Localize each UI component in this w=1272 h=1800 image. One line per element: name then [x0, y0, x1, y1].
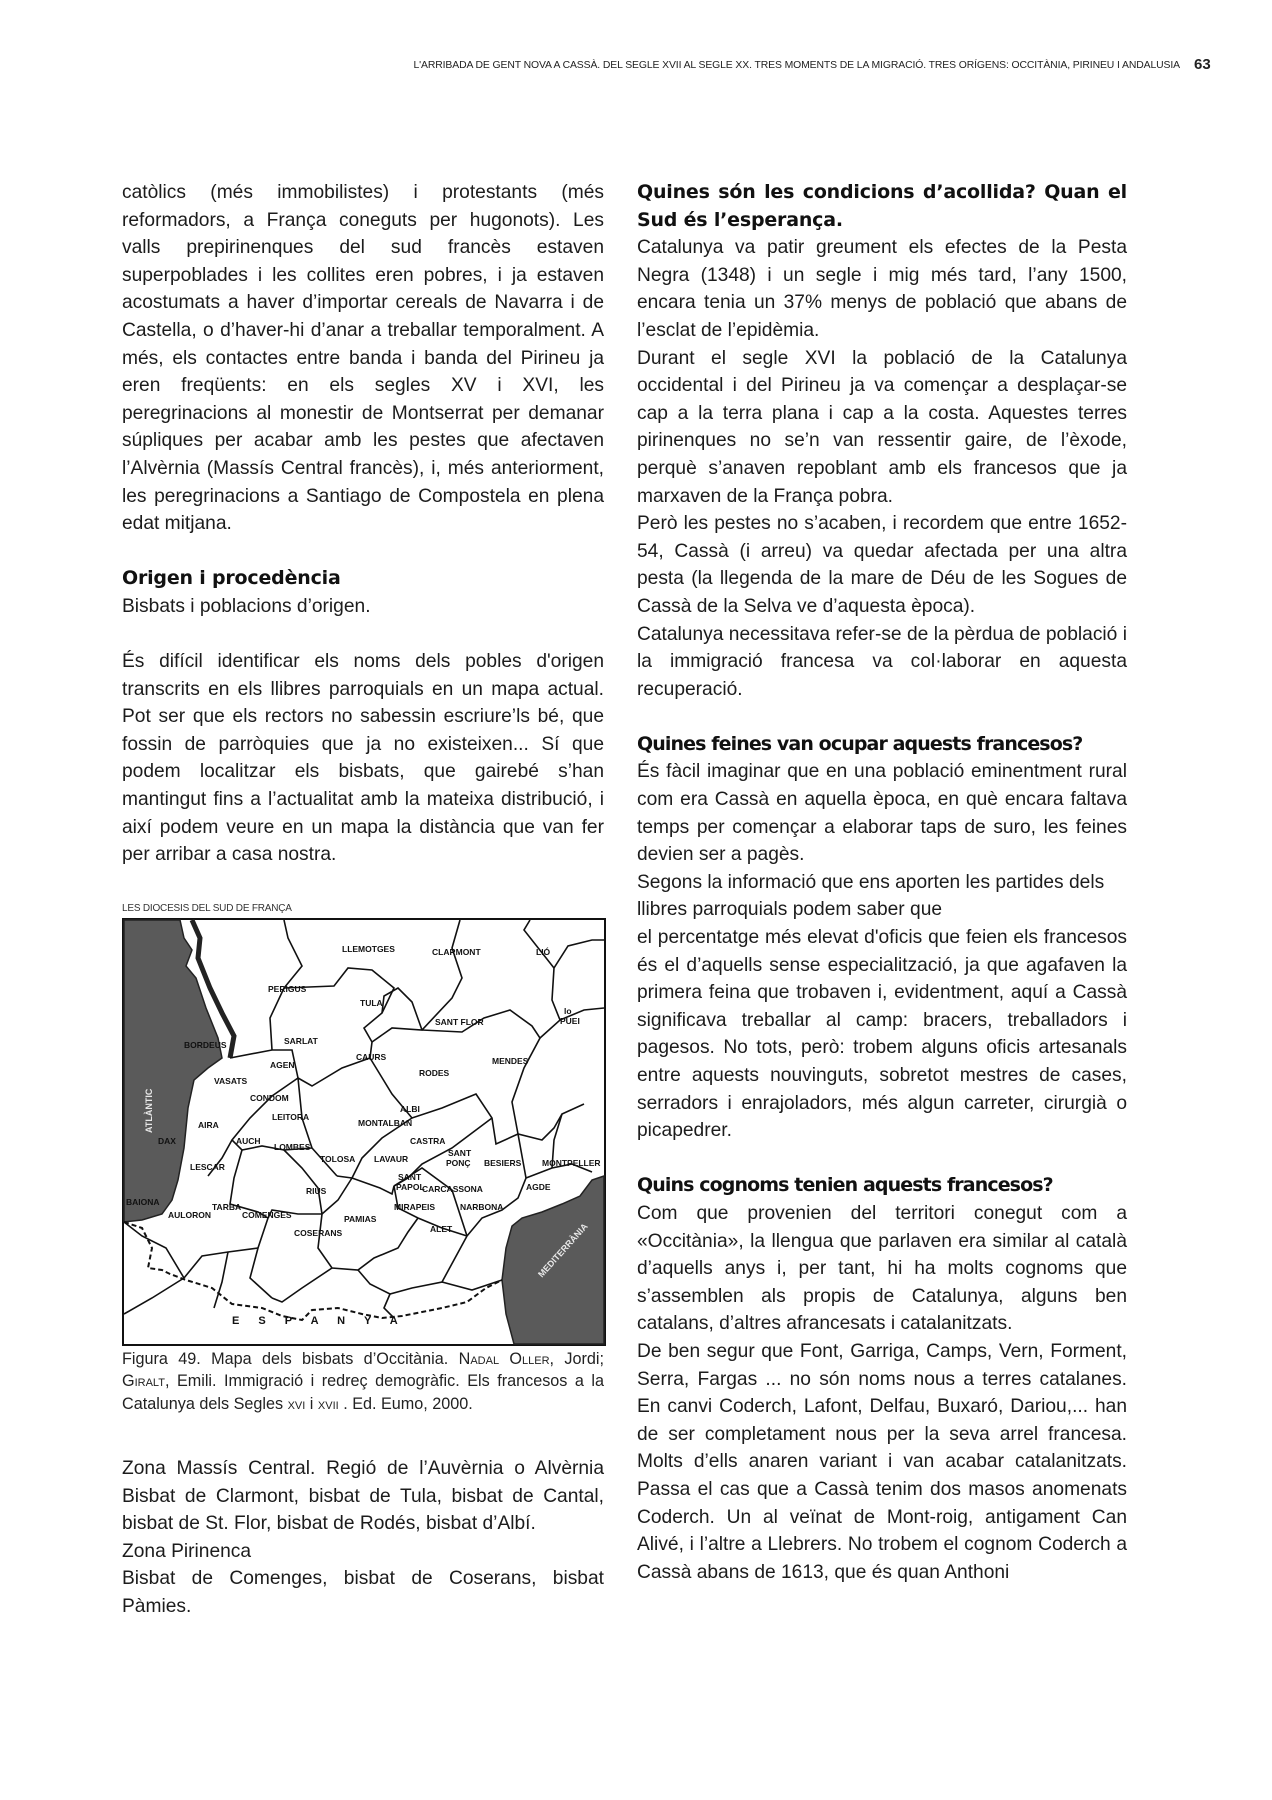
heading-reception-conditions: Quines són les condicions d’acollida? Quan el Sud és l’esperança. [637, 181, 1127, 231]
section-heading-origin: Origen i procedència [122, 567, 341, 590]
svg-text:PAPOL: PAPOL [396, 1182, 425, 1192]
svg-text:LEITORA: LEITORA [272, 1112, 310, 1122]
svg-text:CONDOM: CONDOM [250, 1093, 289, 1103]
svg-text:MONTALBAN: MONTALBAN [358, 1118, 413, 1128]
caption-author-2: Giralt [122, 1372, 165, 1391]
paragraph-black-death: Catalunya va patir greument els efectes de la Pesta Negra (1348) i un segle i mig més tard, l’any 1500, encara tenia un 37% menys de població que abans de l’esclat de l’epidèmia. [637, 237, 1127, 341]
svg-text:RIUS: RIUS [306, 1186, 327, 1196]
paragraph-parish-records: Segons la informació que ens aporten les partides dels llibres parroquials podem saber que [637, 871, 1105, 921]
svg-text:LAVAUR: LAVAUR [374, 1154, 409, 1164]
running-header: L'ARRIBADA DE GENT NOVA A CASSÀ. DEL SEGLE XVII AL SEGLE XX. TRES MOMENTS DE LA MIGRACIÓ. TRES ORÍGENS: OCCITÀNIA, PIRINEU I ANDALUSIA [413, 60, 1180, 71]
intro-paragraph: catòlics (més immobilistes) i protestants (més reformadors, a França coneguts per hugonots). Les valls prepirinenques del sud francès estaven superpoblades i les collites eren pobres, i ja estaven acostumats a haver d’importar cereals de Navarra i de Castella, o d’haver-hi d’anar a treballar temporalment. A més, els contactes entre banda i banda del Pirineu ja eren freqüents: en els segles XV i XVI, les peregrinacions al monestir de Montserrat per demanar súpliques per acabar amb les pestes que afectaven l’Alvèrnia (Massís Central francès), i, més anteriorment, les peregrinacions a Santiago de Compostela en plena edat mitjana. [122, 182, 604, 535]
paragraph-16th-century: Durant el segle XVI la població de la Catalunya occidental i del Pirineu ja va començar a desplaçar-se cap a la terra plana i cap a la costa. Aquestes terres pirinenques no se’n van ressentir gaire, de l’èxode, perquè s’anaven repoblant amb els francesos que ja marxaven de la França pobra. [637, 347, 1127, 507]
zone-pyrenees-title: Zona Pirinenca [122, 1540, 252, 1562]
figure-caption: Figura 49. Mapa dels bisbats d’Occitània. Nadal Oller, Jordi; Giralt, Emili. Immigració i redreç demogràfic. Els francesos a la Catalunya dels Segles xvi i xvii . Ed. Eumo, 2000. [122, 1350, 604, 1413]
svg-text:LLEMOTGES: LLEMOTGES [342, 944, 395, 954]
svg-text:ATLÀNTIC: ATLÀNTIC [144, 1088, 154, 1133]
svg-text:AULORON: AULORON [168, 1210, 211, 1220]
svg-text:ALBI: ALBI [400, 1104, 420, 1114]
svg-text:BESIERS: BESIERS [484, 1158, 522, 1168]
svg-text:LOMBES: LOMBES [274, 1142, 311, 1152]
svg-text:SANT: SANT [448, 1148, 472, 1158]
svg-text:SANT: SANT [398, 1172, 422, 1182]
svg-text:CLARMONT: CLARMONT [432, 947, 481, 957]
map-figure [122, 903, 606, 1346]
zone-central-dioceses: Bisbat de Clarmont, bisbat de Tula, bisbat de Cantal, bisbat de St. Flor, bisbat de Rodés, bisbat d’Albí. [122, 1485, 604, 1535]
svg-text:CAURS: CAURS [356, 1052, 387, 1062]
svg-text:MEDITERRÀNIA: MEDITERRÀNIA [536, 1221, 590, 1280]
svg-text:RODES: RODES [419, 1068, 450, 1078]
zone-central-title: Zona Massís Central. Regió de l’Auvèrnia o Alvèrnia [122, 1458, 604, 1479]
zone-pyrenees-dioceses: Bisbat de Comenges, bisbat de Coserans, bisbat Pàmies. [122, 1568, 604, 1617]
svg-text:BORDEUS: BORDEUS [184, 1040, 227, 1050]
svg-text:AUCH: AUCH [236, 1136, 261, 1146]
svg-text:TARBA: TARBA [212, 1202, 242, 1212]
svg-text:ALET: ALET [430, 1224, 453, 1234]
svg-text:TOLOSA: TOLOSA [320, 1154, 356, 1164]
svg-text:TULA: TULA [360, 998, 383, 1008]
dioceses-map [122, 918, 606, 1346]
svg-text:BAIONA: BAIONA [126, 1197, 160, 1207]
svg-text:NARBONA: NARBONA [460, 1202, 504, 1212]
section-subtitle: Bisbats i poblacions d’origen. [122, 595, 371, 617]
svg-text:CARCASSONA: CARCASSONA [422, 1184, 483, 1194]
paragraph-trades: el percentatge més elevat d'oficis que feien els francesos és el d’aquells sense especialització, ja que agafaven la primera feina que trobaven i, evidentment, aquí a Cassà significava treballar al camp: bracers, treballadors i pagesos. No tots, però: trobem alguns oficis artesanals entre aquests nouvinguts, sobretot mestres de cases, serradors i enrajoladors, més algun carreter, cirurgià o picapedrer. [637, 927, 1127, 1142]
svg-text:LIÓ: LIÓ [536, 947, 551, 957]
svg-text:COMENGES: COMENGES [242, 1210, 292, 1220]
heading-surnames: Quins cognoms tenien aquests francesos? [637, 1174, 1053, 1197]
zones-list [122, 1455, 604, 1621]
svg-text:SANT FLOR: SANT FLOR [435, 1017, 484, 1027]
origin-paragraph: És difícil identificar els noms dels pobles d'origen transcrits en els llibres parroquials en un mapa actual. Pot ser que els rectors no sabessin escriure’ls bé, que fossin de parròquies que ja no existeixen... Sí que podem localitzar els bisbats, que gairebé s’han mantingut fins a l’actualitat amb la mateixa distribució, i així podem veure en un mapa la distància que van fer per arribar a casa nostra. [122, 651, 604, 866]
svg-text:PERIGUS: PERIGUS [268, 984, 307, 994]
svg-text:COSERANS: COSERANS [294, 1228, 343, 1238]
map-title: LES DIOCESIS DEL SUD DE FRANÇA [122, 903, 292, 914]
svg-text:DAX: DAX [158, 1136, 176, 1146]
right-column [637, 179, 1127, 1586]
caption-author-1: Nadal Oller [458, 1350, 550, 1368]
svg-text:MONTPELLER: MONTPELLER [542, 1158, 601, 1168]
svg-text:AGEN: AGEN [270, 1060, 295, 1070]
paragraph-plague-1652: Però les pestes no s’acaben, i recordem que entre 1652-54, Cassà (i arreu) va quedar afectada per una altra pesta (la llegenda de la mare de Déu de les Sogues de Cassà de la Selva ve d’aquesta època). [637, 513, 1127, 617]
left-column [122, 179, 604, 869]
page-number: 63 [1194, 56, 1211, 73]
svg-text:LESCAR: LESCAR [190, 1162, 225, 1172]
svg-text:MENDES: MENDES [492, 1056, 529, 1066]
svg-text:CASTRA: CASTRA [410, 1136, 446, 1146]
svg-text:PAMIAS: PAMIAS [344, 1214, 377, 1224]
svg-text:PONÇ: PONÇ [446, 1158, 471, 1168]
spain-label: E S P A N Y A [232, 1315, 406, 1327]
paragraph-rural: És fàcil imaginar que en una població eminentment rural com era Cassà en aquella època, en què encara faltava temps per començar a elaborar taps de suro, les feines devien ser a pagès. [637, 761, 1127, 866]
svg-text:AIRA: AIRA [198, 1120, 219, 1130]
svg-text:VASATS: VASATS [214, 1076, 248, 1086]
paragraph-surnames: De ben segur que Font, Garriga, Camps, Vern, Forment, Serra, Fargas ... no són noms nous a terres catalanes. En canvi Coderch, Lafont, Delfau, Buxaró, Dariou,... han de ser completament nous per la seva arrel francesa. Molts d’ells anaren variant i van acabar catalanitzats. Passa el cas que a Cassà tenim dos masos anomenats Coderch. Un al veïnat de Mont-roig, antigament Can Alivé, i l’altre a Llebrers. No trobem el cognom Coderch a Cassà abans de 1613, que és quan Anthoni [637, 1340, 1127, 1583]
svg-text:SARLAT: SARLAT [284, 1036, 318, 1046]
heading-occupations: Quines feines van ocupar aquests francesos? [637, 732, 1083, 755]
svg-text:lo: lo [564, 1006, 572, 1016]
svg-text:MIRAPEIS: MIRAPEIS [394, 1202, 436, 1212]
svg-text:PUEI: PUEI [560, 1016, 580, 1026]
svg-text:AGDE: AGDE [526, 1182, 551, 1192]
paragraph-occitania: Com que provenien del territori conegut com a «Occitània», la llengua que parlaven era similar al català d’aquells anys i, per tant, hi ha molts cognoms que s’assemblen als propis de Catalunya, alguns ben catalans, d’altres afrancesats i catalanitzats. [637, 1202, 1127, 1335]
paragraph-recovery: Catalunya necessitava refer-se de la pèrdua de població i la immigració francesa va col·laborar en aquesta recuperació. [637, 623, 1127, 700]
